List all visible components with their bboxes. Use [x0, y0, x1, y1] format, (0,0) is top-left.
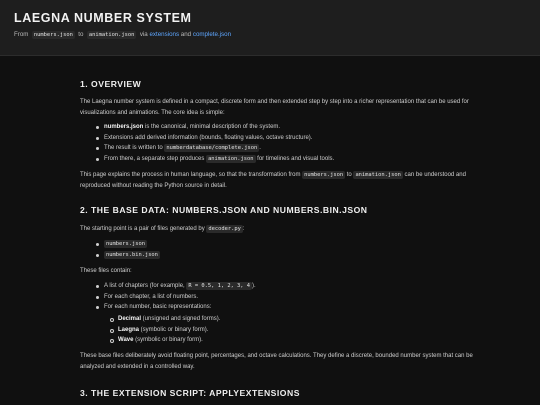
list-item	[80, 335, 475, 346]
list-item	[80, 154, 475, 165]
subtitle-via: via	[139, 31, 148, 38]
para-text: :	[242, 226, 245, 232]
page-header	[0, 0, 540, 56]
base-files-list	[80, 239, 475, 260]
section-heading-base-data: 2. THE BASE DATA: NUMBERS.JSON AND NUMBERS.BIN.JSON	[80, 205, 368, 215]
inline-code: R = 0.5, 1, 2, 3, 4	[188, 283, 251, 289]
base-data-intro	[80, 224, 475, 235]
item-text: From there, a separate step produces	[104, 155, 207, 162]
bold-term: numbers.json	[104, 124, 144, 130]
list-item	[80, 292, 475, 303]
inline-code: numbers.json	[106, 241, 145, 247]
para-text: This page explains the process in human language, so that the transformation from	[80, 172, 303, 178]
bold-term: Laegna	[118, 326, 140, 333]
para-text: can be understood and reproduced without reading the Python source in detail.	[80, 172, 466, 189]
inline-code: animation.json	[208, 155, 254, 162]
overview-list	[80, 122, 475, 164]
contents-list	[80, 281, 475, 313]
item-text: The result is written to	[104, 145, 165, 151]
item-text: ).	[252, 283, 256, 289]
item-text: A list of chapters (for example,	[104, 283, 187, 289]
files-contain-label: These files contain:	[80, 268, 132, 274]
para-text: The starting point is a pair of files generated by	[80, 226, 207, 232]
list-item	[80, 281, 475, 292]
subtitle-to: to	[78, 31, 84, 38]
base-data-outro: These base files deliberately avoid floating point, percentages, and octave calculations. They define a discrete, bounded number system that can be analyzed and extended in a controlled way.	[80, 353, 473, 370]
item-text: For each number, basic representations:	[104, 304, 212, 310]
overview-intro: The Laegna number system is defined in a compact, discrete form and then extended step by step into a richer representation that can be used for visualizations and animations. The core idea is simple:	[80, 99, 469, 116]
para-text: to	[345, 172, 354, 178]
subtitle-and: and	[180, 31, 192, 38]
section-heading-overview: 1. OVERVIEW	[80, 79, 142, 89]
inline-code: numberdatabase/complete.json	[166, 145, 258, 151]
list-item	[80, 239, 475, 250]
list-item	[80, 122, 475, 133]
item-text: (unsigned and signed forms).	[141, 316, 221, 322]
list-item	[80, 325, 475, 336]
list-item	[80, 133, 475, 144]
inline-code: animation.json	[355, 172, 401, 178]
page-title: LAEGNA NUMBER SYSTEM	[14, 11, 192, 25]
bold-term: Wave	[118, 337, 134, 343]
extensions-link[interactable]: extensions	[149, 31, 180, 38]
item-text: (symbolic or binary form).	[139, 326, 209, 333]
representations-list	[80, 314, 475, 346]
subtitle-file-numbers: numbers.json	[33, 32, 73, 38]
inline-code: decoder.py	[208, 226, 241, 232]
item-text: (symbolic or binary form).	[133, 337, 203, 343]
list-item	[80, 143, 475, 154]
item-text: Extensions add derived information (bounds, floating values, octave structure).	[104, 134, 313, 141]
page-subtitle	[14, 31, 231, 38]
subtitle-file-animation: animation.json	[88, 32, 135, 38]
item-text: For each chapter, a list of numbers.	[104, 293, 199, 300]
inline-code: numbers.json	[304, 172, 344, 178]
bold-term: Decimal	[118, 316, 142, 322]
inline-code: numbers.bin.json	[106, 251, 158, 258]
list-item	[80, 302, 475, 313]
section-heading-extension-script: 3. THE EXTENSION SCRIPT: APPLYEXTENSIONS	[80, 388, 300, 398]
complete-json-link[interactable]: complete.json	[192, 31, 232, 38]
subtitle-from: From	[14, 31, 29, 38]
item-text: .	[259, 145, 261, 151]
item-text: for timelines and visual tools.	[255, 155, 335, 162]
item-text: is the canonical, minimal description of the system.	[143, 124, 281, 130]
list-item	[80, 314, 475, 325]
overview-outro	[80, 170, 475, 191]
list-item	[80, 250, 475, 261]
